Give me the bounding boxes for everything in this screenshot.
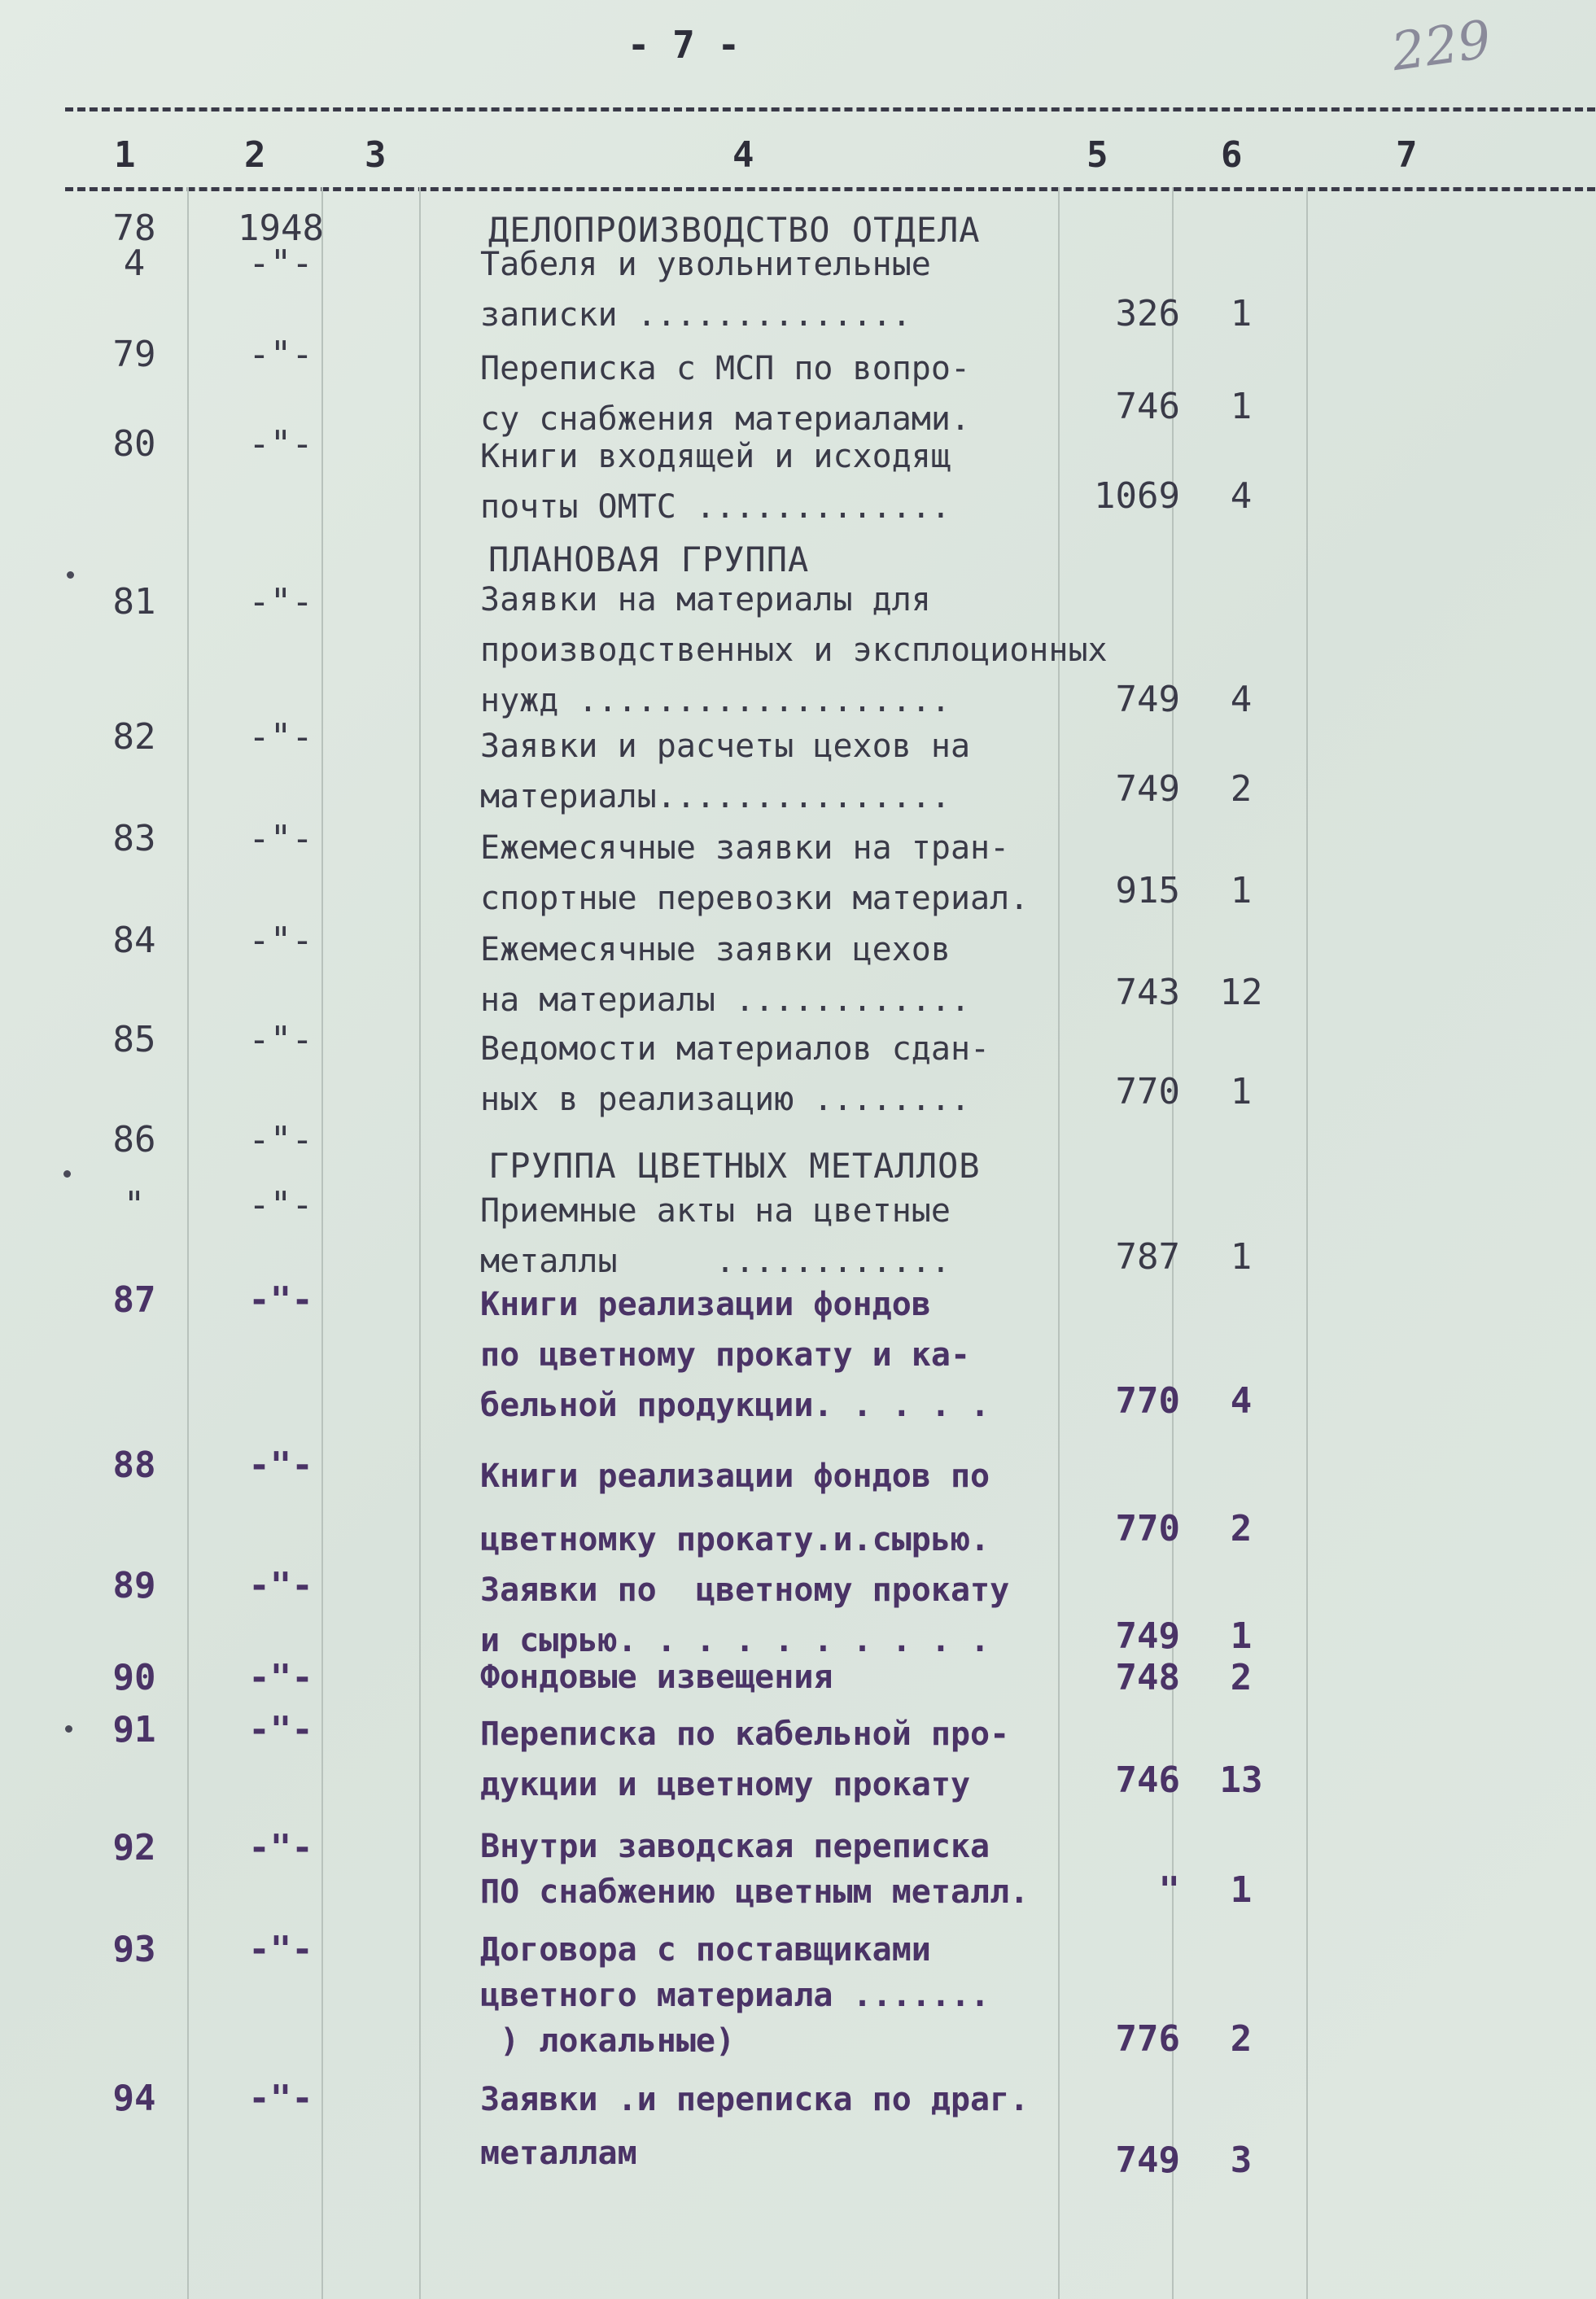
margin-hole-mark [65,1725,72,1733]
column-divider [1306,187,1308,2299]
column-header-5: 5 [1087,134,1108,176]
column-header-4: 4 [732,134,754,176]
column-header-1: 1 [114,134,136,176]
archive-mark: 229 [1388,9,1495,84]
column-header-3: 3 [365,134,387,176]
column-divider [419,187,421,2299]
document-page: - 7 - 229 1 2 3 4 5 6 7 ДЕЛОПРОИЗВОДСТВО ОТДЕЛА ПЛАНОВАЯ ГРУППА ГРУППА ЦВЕТНЫХ МЕТАЛЛОВ 78 1948 4 -"- Табеля и увольнительные записки .............. 326 1 79 -"- Переписка с МСП по вопро- су снабжения материалами. 746 1 80 -"- Книги входящей и исходящ почты ОМТС ............. 1069 4 81 -"- Заявки на материалы для производственных и эксплоционных нужд ................... 749 4 82 -"- Заявки и расчеты цехов на материалы............... 749 2 83 -"- Ежемесячные заявки на тран- спортные перевозки материал. 915 1 84 -"- Ежемесячные заявки цехов на материалы ............ 743 12 85 -"- Ведомости материалов сдан- ных в реализацию ........ 770 1 86 -"- " -"- Приемные акты на цветные металлы ............ 787 1 87 -"- Книги реализации фондов по цветному прокату и ка- бельной продукции. . . . . 770 4 88 -"- Книги реализации фондов по цветномку прокату.и.сырью. 770 2 89 -"- Заявки по цветному прокату и сырью. . . . . . . . . . 749 1 90 -"- Фондовые извещения 748 2 91 -"- Переписка по кабельной про- дукции и цветному прокату 746 13 92 -"- Внутри заводская переписка ПО снабжению цветным металл. " 1 93 -"- Договора с поставщиками цветного материала ....... ) локальные) 776 2 94 -"- Заявки .и переписка по драг. металлам 749 3 [0,0,1596,2299]
header-rule-bottom [65,187,1595,191]
header-rule-top [65,107,1595,111]
margin-hole-mark [63,1170,71,1178]
column-header-7: 7 [1396,134,1418,176]
margin-hole-mark [67,571,74,579]
column-header-2: 2 [244,134,266,176]
column-divider [321,187,323,2299]
column-divider [187,187,189,2299]
page-number: - 7 - [627,23,741,67]
column-header-6: 6 [1221,134,1243,176]
